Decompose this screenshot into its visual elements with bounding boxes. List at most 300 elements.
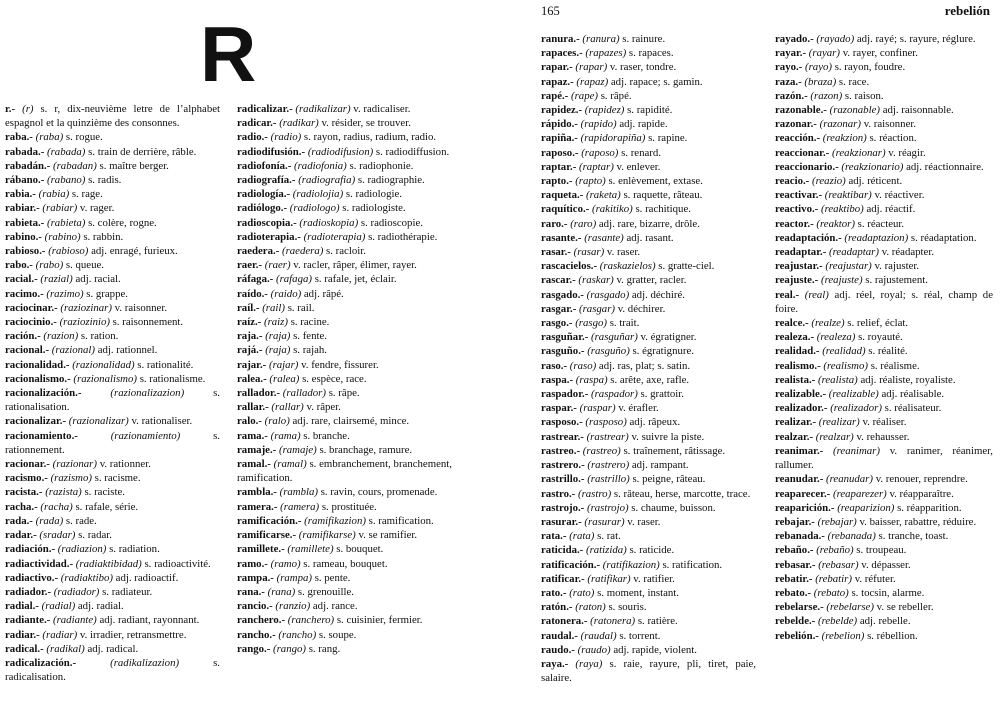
headword: reanudar.- — [775, 473, 824, 486]
dictionary-entry — [237, 187, 452, 201]
headword: rascar.- — [541, 274, 576, 287]
column-3 — [541, 32, 756, 685]
dictionary-entry — [237, 102, 452, 116]
definition: s. peigne, râteau. — [632, 473, 706, 486]
dictionary-entry — [5, 343, 220, 357]
definition: s. rang. — [308, 642, 341, 655]
headword: rayo.- — [775, 61, 803, 74]
headword: rayar.- — [775, 47, 807, 60]
headword: radar.- — [5, 529, 37, 542]
dictionary-entry — [541, 472, 756, 486]
definition: s. branchage, ramure. — [319, 443, 413, 456]
dictionary-entry — [775, 160, 993, 174]
dictionary-entry — [775, 103, 993, 117]
definition: v. rationner. — [99, 458, 151, 471]
headword: rastrear.- — [541, 430, 584, 443]
dictionary-entry — [237, 400, 452, 414]
headword: r.- — [5, 103, 16, 115]
pronunciation: (radiante) — [52, 614, 97, 627]
dictionary-entry — [541, 174, 756, 188]
headword: ramera.- — [237, 500, 278, 513]
definition: s. torrent. — [619, 629, 661, 642]
definition: s. réacteur. — [857, 217, 905, 230]
dictionary-entry — [237, 201, 452, 215]
dictionary-entry — [775, 501, 993, 515]
headword: rama.- — [237, 429, 268, 442]
headword: radiactivo.- — [5, 571, 59, 584]
pronunciation: (rapar) — [575, 61, 608, 74]
definition: s. bouquet. — [336, 543, 384, 556]
headword: rabadán.- — [5, 159, 51, 172]
headword: rapar.- — [541, 61, 573, 74]
definition: adj. ras, plat; s. satin. — [598, 359, 691, 372]
dictionary-entry — [237, 258, 452, 272]
dictionary-entry — [5, 471, 220, 485]
definition: adj. enragé, furieux. — [91, 245, 178, 258]
definition: adj. réticent. — [848, 175, 903, 188]
pronunciation: (rebaño) — [816, 544, 854, 557]
headword: real.- — [775, 288, 800, 301]
headword: rasurar.- — [541, 515, 582, 528]
definition: s. rainure. — [622, 33, 666, 45]
pronunciation: (razonable) — [829, 104, 880, 117]
dictionary-entry — [5, 386, 220, 414]
headword: rasar.- — [541, 246, 571, 259]
dictionary-entry — [237, 557, 452, 571]
definition: s. arête, axe, rafle. — [610, 373, 690, 386]
headword: rada.- — [5, 514, 33, 527]
pronunciation: (rape) — [571, 89, 598, 102]
pronunciation: (razionar) — [52, 458, 97, 471]
headword: reactor.- — [775, 217, 814, 230]
pronunciation: (sradar) — [39, 529, 76, 542]
pronunciation: (rapidorapiña) — [580, 132, 646, 145]
definition: v. suivre la piste. — [631, 430, 705, 443]
pronunciation: (rebasar) — [818, 558, 859, 571]
definition: s. radicalisation. — [5, 656, 220, 684]
headword: reajuste.- — [775, 274, 819, 287]
dictionary-entry — [541, 586, 756, 600]
headword: rata.- — [541, 530, 567, 543]
pronunciation: (rebelarse) — [826, 601, 874, 614]
dictionary-entry — [541, 629, 756, 643]
headword: racionalización.- — [5, 387, 82, 400]
definition: v. se ramifier. — [358, 529, 418, 542]
pronunciation: (reanudar) — [826, 473, 873, 486]
definition: s. râpé. — [600, 89, 632, 102]
pronunciation: (rabieta) — [46, 216, 86, 229]
definition: s. rat. — [597, 530, 621, 543]
headword: raspar.- — [541, 402, 577, 415]
headword: radio.- — [237, 131, 268, 144]
pronunciation: (rana) — [267, 585, 296, 598]
headword: raticida.- — [541, 544, 584, 557]
pronunciation: (raziozinar) — [60, 301, 112, 314]
pronunciation: (razismo) — [50, 472, 92, 485]
pronunciation: (reakzionario) — [841, 160, 904, 173]
dictionary-entry — [5, 130, 220, 144]
headword: radiador.- — [5, 585, 52, 598]
definition: s. cuisinier, fermier. — [336, 614, 423, 627]
dictionary-entry — [541, 529, 756, 543]
definition: v. râper. — [306, 401, 341, 414]
headword: rastro.- — [541, 487, 576, 500]
definition: s. rachitique. — [635, 203, 691, 216]
definition: s. radioactivité. — [144, 557, 211, 570]
dictionary-entry — [5, 187, 220, 201]
headword: reacción.- — [775, 132, 821, 145]
dictionary-entry — [541, 458, 756, 472]
dictionary-entry — [237, 500, 452, 514]
pronunciation: (razonar) — [819, 118, 861, 131]
pronunciation: (reaparizion) — [837, 501, 895, 514]
headword: rapaces.- — [541, 47, 583, 60]
dictionary-entry — [775, 217, 993, 231]
definition: s. rafale, série. — [75, 500, 139, 513]
dictionary-entry — [5, 329, 220, 343]
pronunciation: (raido) — [270, 287, 302, 300]
headword: realizable.- — [775, 388, 827, 401]
column-4 — [775, 32, 993, 643]
pronunciation: (raptar) — [579, 160, 614, 173]
definition: v. renouer, reprendre. — [875, 473, 968, 486]
dictionary-entry — [541, 657, 756, 685]
dictionary-entry — [775, 387, 993, 401]
definition: v. gratter, racler. — [616, 274, 687, 287]
pronunciation: (rajar) — [268, 358, 299, 371]
pronunciation: (rango) — [273, 642, 306, 655]
pronunciation: (rayar) — [808, 47, 840, 60]
pronunciation: (readaptar) — [829, 246, 879, 259]
headword: ramillete.- — [237, 543, 285, 556]
headword: reaccionario.- — [775, 160, 839, 173]
dictionary-entry — [541, 316, 756, 330]
dictionary-entry — [5, 485, 220, 499]
dictionary-entry — [775, 245, 993, 259]
definition: s. réalité. — [868, 345, 908, 358]
dictionary-entry — [5, 500, 220, 514]
dictionary-entry — [5, 557, 220, 571]
definition: adj. réactionnaire. — [906, 160, 984, 173]
definition: s. gratte-ciel. — [658, 260, 715, 273]
dictionary-entry — [5, 173, 220, 187]
pronunciation: (ramaje) — [278, 443, 317, 456]
headword: rebelarse.- — [775, 601, 824, 614]
dictionary-entry — [541, 543, 756, 557]
headword: racial.- — [5, 273, 38, 286]
headword: raciocinio.- — [5, 316, 57, 329]
pronunciation: (razionalizar) — [68, 415, 129, 428]
headword: reaparecer.- — [775, 487, 831, 500]
headword: rancho.- — [237, 628, 276, 641]
pronunciation: (raspador) — [591, 388, 638, 401]
dictionary-entry — [5, 287, 220, 301]
pronunciation: (rebelde) — [817, 615, 858, 628]
headword: raudo.- — [541, 643, 575, 656]
headword: raro.- — [541, 217, 568, 230]
headword: ración.- — [5, 330, 41, 343]
definition: s. râpe. — [328, 387, 360, 400]
dictionary-entry — [237, 287, 452, 301]
dictionary-entry — [5, 628, 220, 642]
pronunciation: (raton) — [575, 601, 606, 614]
definition: s. racine. — [290, 316, 330, 329]
pronunciation: (ralea) — [269, 372, 300, 385]
headword: rebajar.- — [775, 515, 815, 528]
dictionary-entry — [237, 514, 452, 528]
dictionary-entry — [5, 145, 220, 159]
dictionary-entry — [5, 414, 220, 428]
definition: s. racloir. — [326, 245, 366, 258]
headword: racionamiento.- — [5, 429, 78, 442]
headword: realzar.- — [775, 430, 814, 443]
pronunciation: (rapto) — [575, 175, 606, 188]
headword: rapidez.- — [541, 104, 583, 117]
pronunciation: (radiaktibo) — [60, 571, 113, 584]
headword: raer.- — [237, 259, 263, 272]
headword: realeza.- — [775, 331, 815, 344]
definition: adj. rationnel. — [97, 344, 158, 357]
headword: realce.- — [775, 317, 809, 330]
dictionary-entry — [237, 173, 452, 187]
definition: s. rajustement. — [865, 274, 928, 287]
pronunciation: (rebelion) — [821, 629, 865, 642]
definition: s. rapaces. — [628, 47, 674, 60]
definition: s. colère, rogne. — [88, 216, 157, 229]
dictionary-entry — [541, 415, 756, 429]
pronunciation: (radioterapia) — [303, 230, 366, 243]
dictionary-entry — [775, 75, 993, 89]
dictionary-entry — [5, 656, 220, 684]
pronunciation: (radiologo) — [289, 202, 340, 215]
headword: radiante.- — [5, 614, 51, 627]
pronunciation: (rasgar) — [579, 302, 615, 315]
pronunciation: (rallador) — [282, 387, 326, 400]
pronunciation: (ramifikarse) — [298, 529, 356, 542]
definition: s. tocsin, alarme. — [851, 586, 925, 599]
pronunciation: (rail) — [262, 301, 285, 314]
pronunciation: (braza) — [804, 75, 837, 88]
definition: s. rationalisme. — [139, 372, 206, 385]
pronunciation: (raba) — [35, 131, 64, 144]
dictionary-entry — [541, 259, 756, 273]
pronunciation: (rancho) — [278, 628, 317, 641]
headword: ramo.- — [237, 557, 268, 570]
pronunciation: (radiador) — [53, 585, 100, 598]
pronunciation: (razionalizazion) — [110, 387, 185, 400]
definition: s. race. — [838, 75, 870, 88]
headword: rallar.- — [237, 401, 269, 414]
dictionary-entry — [237, 485, 452, 499]
headword: radiactividad.- — [5, 557, 74, 570]
headword: rebato.- — [775, 586, 812, 599]
definition: adj. réel, royal; s. réal, champ de foire. — [775, 288, 993, 315]
definition: s. réadaptation. — [910, 231, 977, 244]
headword: readaptar.- — [775, 246, 827, 259]
definition: s. ramification. — [368, 514, 434, 527]
headword: rastreo.- — [541, 444, 581, 457]
definition: s. grappe. — [86, 287, 128, 300]
definition: s. réapparition. — [897, 501, 962, 514]
pronunciation: (rastro) — [577, 487, 612, 500]
dictionary-entry — [541, 117, 756, 131]
headword: ratificación.- — [541, 558, 601, 571]
definition: s. raciste. — [84, 486, 125, 499]
headword: rapto.- — [541, 175, 573, 188]
dictionary-entry — [5, 216, 220, 230]
headword: rebelde.- — [775, 615, 816, 628]
dictionary-entry — [775, 444, 993, 472]
pronunciation: (razon) — [810, 89, 843, 102]
headword: reaccionar.- — [775, 146, 830, 159]
pronunciation: (rayado) — [816, 33, 855, 45]
headword: readaptación.- — [775, 231, 842, 244]
headword: radicalización.- — [5, 656, 77, 669]
definition: s. radiation. — [109, 543, 160, 556]
headword: reaparición.- — [775, 501, 835, 514]
definition: s. rabbin. — [83, 230, 124, 243]
definition: s. rade. — [65, 514, 97, 527]
pronunciation: (ramillete) — [287, 543, 334, 556]
dictionary-entry — [541, 146, 756, 160]
pronunciation: (rapaz) — [576, 75, 609, 88]
definition: s. embranchement, branchement, ramification. — [237, 458, 453, 485]
headword: rápido.- — [541, 118, 578, 131]
dictionary-entry — [775, 174, 993, 188]
dictionary-entry — [237, 301, 452, 315]
headword: ratonera.- — [541, 615, 588, 628]
pronunciation: (reaktor) — [816, 217, 855, 230]
definition: s. raquette, râteau. — [623, 189, 703, 202]
definition: v. rajuster. — [874, 260, 920, 273]
pronunciation: (raro) — [570, 217, 597, 230]
headword: rapé.- — [541, 89, 569, 102]
definition: v. fendre, fissurer. — [301, 358, 379, 371]
dictionary-entry — [5, 315, 220, 329]
definition: adj. rampant. — [631, 459, 689, 472]
dictionary-entry — [541, 330, 756, 344]
definition: v. résider, se trouver. — [321, 117, 411, 130]
dictionary-entry — [541, 558, 756, 572]
pronunciation: (ratifikar) — [587, 572, 631, 585]
dictionary-entry — [775, 273, 993, 287]
dictionary-entry — [237, 585, 452, 599]
dictionary-entry — [775, 117, 993, 131]
headword: rana.- — [237, 585, 265, 598]
headword: raptar.- — [541, 160, 577, 173]
headword: radiofonía.- — [237, 159, 292, 172]
dictionary-entry — [775, 558, 993, 572]
headword: ramal.- — [237, 458, 271, 471]
headword: raqueta.- — [541, 189, 584, 202]
dictionary-entry — [5, 571, 220, 585]
definition: s. rogue. — [65, 131, 103, 144]
pronunciation: (rastrojo) — [586, 501, 629, 514]
definition: s. moment, instant. — [597, 586, 679, 599]
definition: v. irradier, retransmettre. — [79, 628, 187, 641]
dictionary-entry — [237, 542, 452, 556]
dictionary-entry — [5, 258, 220, 272]
headword: ranchero.- — [237, 614, 286, 627]
headword: rango.- — [237, 642, 271, 655]
pronunciation: (raskazielos) — [599, 260, 656, 273]
headword: rebasar.- — [775, 558, 816, 571]
pronunciation: (radikar) — [279, 117, 319, 130]
pronunciation: (raya) — [575, 657, 603, 670]
pronunciation: (racha) — [40, 500, 73, 513]
pronunciation: (realizador) — [830, 402, 882, 415]
definition: adj. radiant, rayonnant. — [99, 614, 200, 627]
pronunciation: (rebato) — [813, 586, 849, 599]
pronunciation: (raspa) — [575, 373, 608, 386]
pronunciation: (raspar) — [579, 402, 616, 415]
dictionary-entry — [237, 457, 452, 485]
dictionary-entry — [775, 359, 993, 373]
dictionary-entry — [541, 89, 756, 103]
definition: adj. radical. — [87, 642, 139, 655]
pronunciation: (radioskopia) — [299, 216, 359, 229]
definition: v. rationaliser. — [131, 415, 193, 428]
definition: s. ration. — [80, 330, 119, 343]
headword: radicar.- — [237, 117, 277, 130]
dictionary-entry — [237, 528, 452, 542]
definition: s. trait. — [609, 317, 640, 330]
pronunciation: (rabiar) — [42, 202, 78, 215]
dictionary-entry — [237, 159, 452, 173]
headword: raspador.- — [541, 388, 589, 401]
headword: rebelión.- — [775, 629, 819, 642]
definition: v. ranimer, réanimer, rallumer. — [775, 444, 993, 472]
pronunciation: (rabioso) — [48, 245, 89, 258]
definition: v. ratifier. — [633, 572, 675, 585]
dictionary-entry — [541, 302, 756, 316]
pronunciation: (rasgo) — [575, 317, 607, 330]
definition: s. raie, rayure, pli, tiret, paie, salaire. — [541, 657, 757, 685]
pronunciation: (reazio) — [811, 175, 846, 188]
definition: s. chaume, buisson. — [631, 501, 716, 514]
dictionary-entry — [775, 487, 993, 501]
dictionary-entry — [775, 60, 993, 74]
dictionary-entry — [237, 358, 452, 372]
dictionary-entry — [237, 216, 452, 230]
dictionary-entry — [775, 472, 993, 486]
definition: s. r, dix-neuvième letre de l’alphabet espagnol et la quinzième des consonnes. — [5, 103, 221, 130]
headword: realista.- — [775, 373, 816, 386]
headword: radial.- — [5, 600, 39, 613]
definition: v. réactiver. — [874, 189, 925, 202]
definition: adj. radial. — [77, 600, 124, 613]
pronunciation: (realizar) — [818, 416, 860, 429]
headword: rasgar.- — [541, 302, 577, 315]
definition: adj. raisonnable. — [882, 104, 954, 117]
dictionary-entry — [237, 244, 452, 258]
definition: s. tranche, toast. — [878, 530, 949, 543]
headword: radiólogo.- — [237, 202, 288, 215]
dictionary-entry — [541, 32, 756, 46]
definition: s. ratière. — [637, 615, 678, 628]
definition: s. râteau, herse, marcotte, trace. — [613, 487, 751, 500]
headword: rajá.- — [237, 344, 263, 357]
pronunciation: (rasposo) — [585, 416, 627, 429]
pronunciation: (rasurar) — [584, 515, 625, 528]
pronunciation: (ratifikazion) — [602, 558, 660, 571]
pronunciation: (radiaktibidad) — [75, 557, 142, 570]
definition: v. raisonner. — [114, 301, 168, 314]
headword: reajustar.- — [775, 260, 823, 273]
headword: raspa.- — [541, 373, 574, 386]
definition: v. baisser, rabattre, réduire. — [859, 515, 977, 528]
headword: radicalizar.- — [237, 103, 293, 115]
